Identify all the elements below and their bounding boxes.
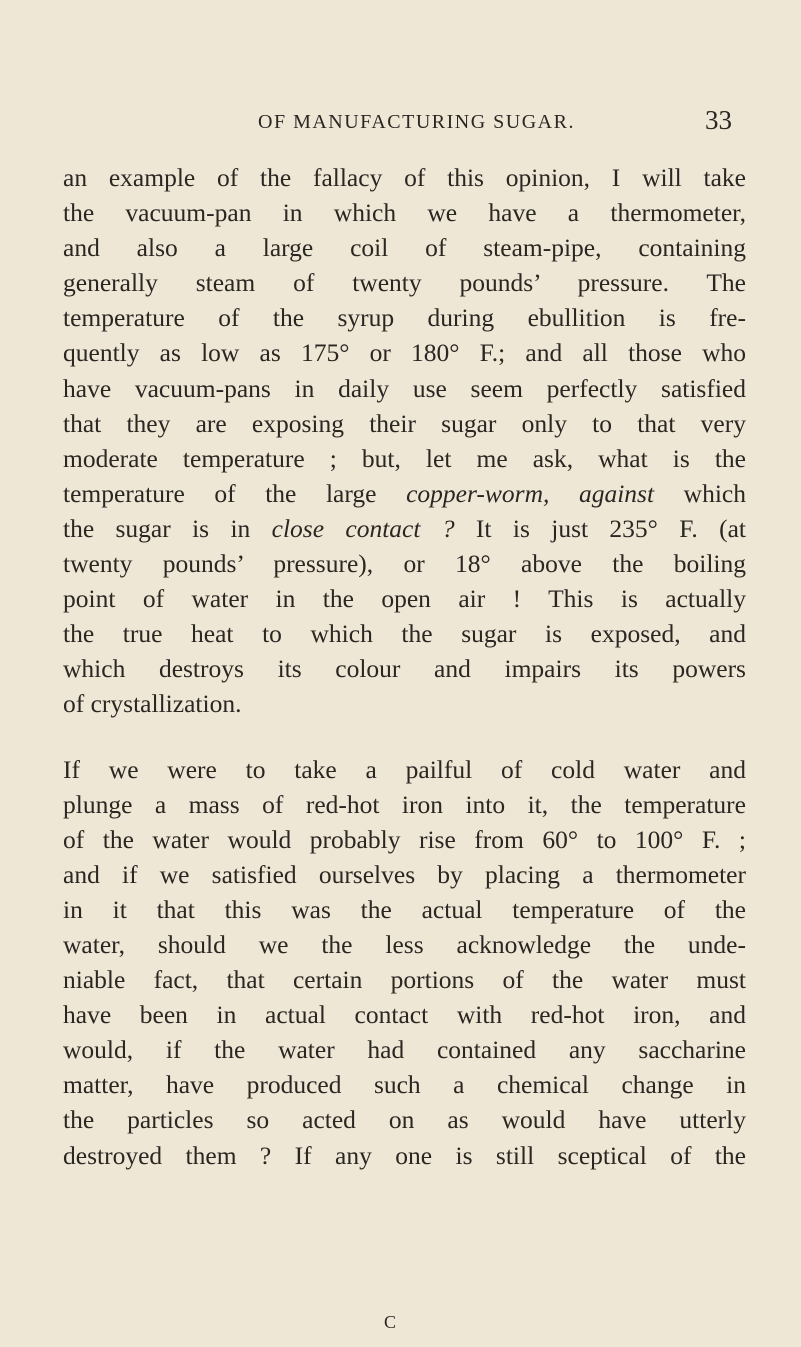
text-line: and if we satisfied ourselves by placing a thermometer [63, 859, 746, 889]
text-line: of crystallization. [63, 689, 242, 719]
text-segment: It is just 235° F. (at [454, 513, 746, 543]
page-number: 33 [705, 105, 732, 135]
text-line: temperature of the syrup during ebullition is fre- [63, 303, 746, 333]
text-segment: the sugar is in [63, 513, 272, 543]
text-line: the true heat to which the sugar is exposed, and [63, 619, 746, 649]
text-line: in it that this was the actual temperature of the [63, 894, 746, 924]
body-text [63, 160, 746, 1173]
text-line: would, if the water had contained any saccharine [63, 1035, 746, 1065]
text-line: water, should we the less acknowledge the unde- [63, 929, 746, 959]
running-head [0, 105, 801, 141]
italic-phrase: copper-worm, against [406, 478, 655, 508]
running-title: OF MANUFACTURING SUGAR. [258, 111, 575, 133]
text-line: the vacuum-pan in which we have a thermometer, [63, 198, 746, 228]
text-segment: which [654, 478, 746, 508]
text-line: and also a large coil of steam-pipe, containing [63, 233, 746, 263]
text-line: If we were to take a pailful of cold water and [63, 754, 746, 784]
paragraph-1 [63, 160, 746, 722]
text-segment: temperature of the large [63, 478, 407, 508]
italic-phrase: close contact ? [271, 513, 455, 543]
text-line-mixed [63, 511, 746, 546]
paragraph-gap [63, 722, 746, 752]
text-line: generally steam of twenty pounds’ pressure. The [63, 268, 746, 298]
text-line: moderate temperature ; but, let me ask, what is the [63, 443, 746, 473]
text-line: quently as low as 175° or 180° F.; and all those who [63, 338, 746, 368]
text-line: matter, have produced such a chemical change in [63, 1070, 746, 1100]
text-line: destroyed them ? If any one is still sceptical of the [63, 1140, 746, 1170]
text-line: of the water would probably rise from 60° to 100° F. ; [63, 824, 746, 854]
signature-mark: C [384, 1312, 398, 1332]
text-line: the particles so acted on as would have utterly [63, 1105, 746, 1135]
text-line: that they are exposing their sugar only to that very [63, 408, 746, 438]
text-line: point of water in the open air ! This is actually [63, 584, 746, 614]
text-line: plunge a mass of red-hot iron into it, the temperature [63, 789, 746, 819]
text-line: have vacuum-pans in daily use seem perfectly satisfied [63, 373, 746, 403]
text-line: an example of the fallacy of this opinion, I will take [63, 163, 746, 192]
text-line: which destroys its colour and impairs its powers [63, 654, 746, 684]
text-line-mixed [63, 476, 746, 511]
text-line: niable fact, that certain portions of the water must [63, 965, 746, 995]
text-line: have been in actual contact with red-hot iron, and [63, 1000, 746, 1030]
paragraph-2 [63, 752, 746, 1173]
text-line: twenty pounds’ pressure), or 18° above the boiling [63, 549, 746, 579]
